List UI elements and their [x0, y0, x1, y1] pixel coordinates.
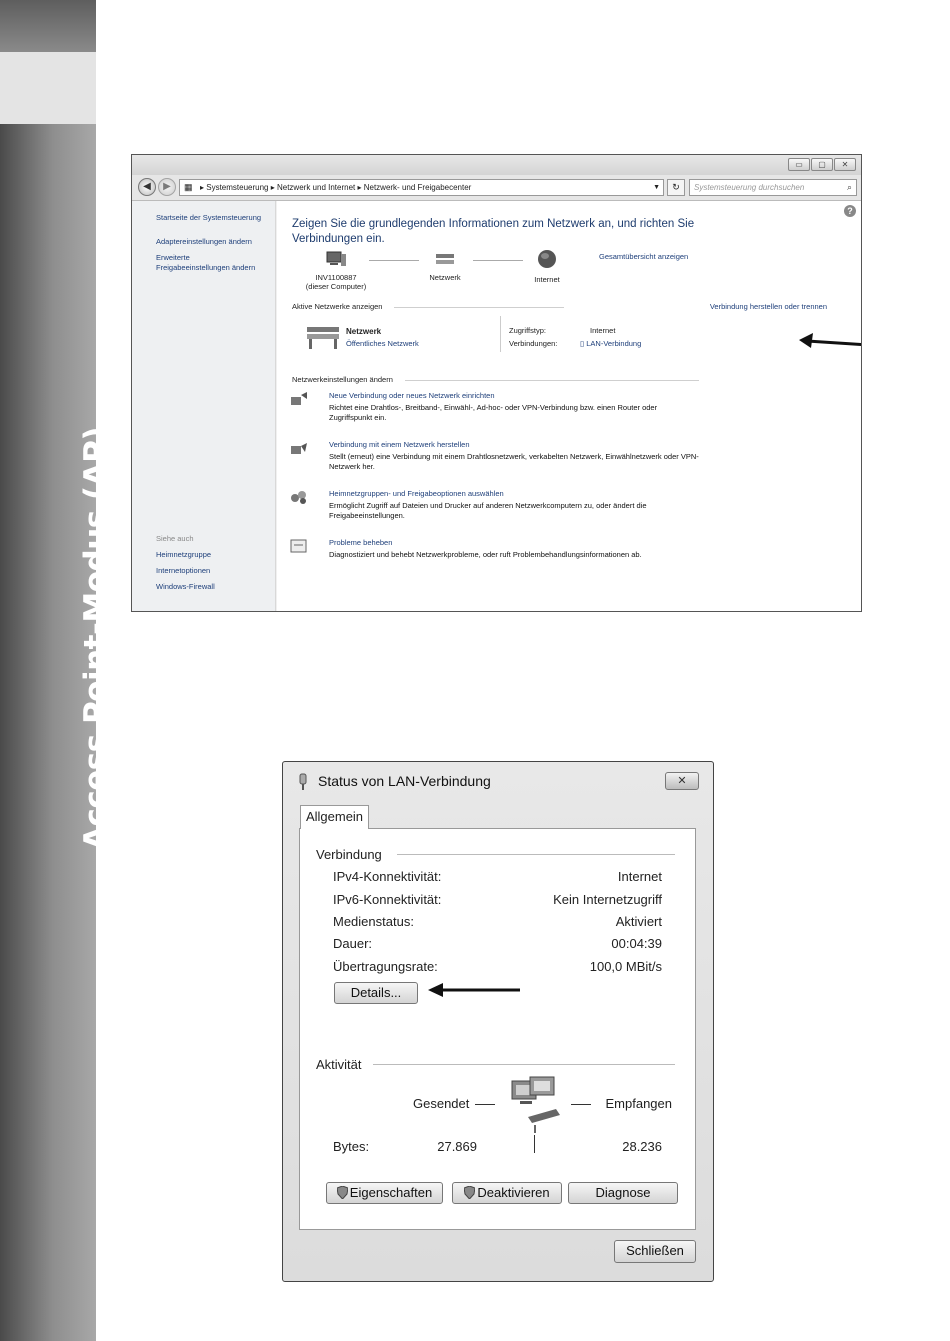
refresh-icon[interactable]: ↻ — [667, 179, 685, 196]
computer-icon — [325, 251, 347, 267]
shield-icon — [337, 1186, 348, 1199]
divider — [571, 1104, 591, 1105]
map-node-network[interactable] — [405, 251, 485, 282]
control-panel-icon: ▦ — [184, 182, 193, 192]
help-icon[interactable]: ? — [844, 205, 856, 217]
sidebar-link-adapter[interactable]: Adaptereinstellungen ändern — [156, 237, 252, 246]
divider — [500, 316, 501, 352]
minimize-icon[interactable]: ▭ — [788, 158, 810, 171]
active-networks-label: Aktive Netzwerke anzeigen — [292, 302, 383, 311]
overview-link[interactable]: Gesamtübersicht anzeigen — [599, 252, 689, 261]
main-content — [277, 201, 861, 611]
task-link[interactable]: Probleme beheben — [329, 538, 393, 547]
sidebar-link-advanced[interactable]: Erweiterte — [156, 253, 190, 262]
address-bar[interactable]: ▦ ▸ Systemsteuerung ▸ Netzwerk und Internet ▸ Netzwerk- und Freigabecenter ▼ — [179, 179, 664, 196]
duration-label: Dauer: — [333, 936, 373, 951]
divider — [397, 854, 675, 855]
shield-icon — [464, 1186, 475, 1199]
network-name: Netzwerk — [346, 327, 382, 336]
divider — [373, 1064, 675, 1065]
properties-label: Eigenschaften — [349, 1185, 433, 1200]
divider — [405, 380, 699, 381]
bytes-sent-value: 27.869 — [437, 1139, 477, 1154]
task-description: Diagnostiziert und behebt Netzwerkprobleme, oder ruft Problembehandlungsinformationen ab. — [329, 550, 642, 559]
ipv6-value: Kein Internetzugriff — [553, 892, 662, 907]
side-tab-marker — [0, 0, 96, 52]
task-description: Ermöglicht Zugriff auf Dateien und Drucker auf anderen Netzwerkcomputern zu, oder ändert die Freigabeeinstellungen. — [329, 501, 647, 520]
disable-button[interactable] — [452, 1182, 562, 1204]
task-connect-network — [290, 440, 710, 476]
new-connection-icon — [290, 391, 308, 407]
bytes-received-value: 28.236 — [622, 1139, 662, 1154]
ipv4-value: Internet — [617, 869, 662, 884]
connections-label: Verbindungen: — [509, 339, 558, 348]
breadcrumb-item[interactable]: Netzwerk- und Freigabecenter — [363, 183, 472, 192]
lan-connection-label: LAN-Verbindung — [586, 339, 642, 348]
window-titlebar — [132, 155, 861, 175]
side-tab-highlight — [0, 52, 96, 124]
network-icon — [434, 251, 456, 267]
arrow-pointer — [426, 979, 522, 1001]
lan-connection-link[interactable] — [580, 339, 641, 348]
task-new-connection — [290, 391, 710, 427]
network-center-window — [131, 154, 862, 612]
media-status-label: Medienstatus: — [333, 914, 414, 929]
details-button[interactable]: Details... — [334, 982, 418, 1004]
connect-disconnect-link[interactable]: Verbindung herstellen oder trennen — [709, 302, 827, 311]
section-title: Access Point-Modus (AP) — [78, 426, 114, 850]
diagnose-button[interactable]: Diagnose — [568, 1182, 678, 1204]
task-link[interactable]: Heimnetzgruppen- und Freigabeoptionen auswählen — [329, 489, 504, 498]
network-computers-icon — [508, 1075, 566, 1135]
arrow-pointer — [797, 329, 862, 353]
connection-group-label: Verbindung — [316, 847, 382, 862]
forward-icon[interactable]: ▶ — [158, 178, 176, 196]
network-type-link[interactable]: Öffentliches Netzwerk — [346, 339, 419, 348]
close-icon[interactable]: ✕ — [665, 772, 699, 790]
computer-subtitle: (dieser Computer) — [305, 282, 367, 291]
divider — [394, 307, 564, 308]
ipv6-label: IPv6-Konnektivität: — [333, 892, 442, 907]
task-homegroup — [290, 489, 710, 525]
properties-button[interactable] — [326, 1182, 443, 1204]
network-label: Netzwerk — [429, 273, 461, 282]
media-status-value: Aktiviert — [615, 914, 662, 929]
divider — [534, 1135, 535, 1153]
access-type-label: Zugriffstyp: — [509, 326, 546, 335]
search-icon[interactable]: ⌕ — [846, 182, 852, 192]
breadcrumb-item[interactable]: Systemsteuerung — [206, 183, 269, 192]
chevron-down-icon[interactable]: ▼ — [653, 184, 660, 191]
back-icon[interactable]: ◀ — [138, 178, 156, 196]
search-input[interactable] — [689, 179, 857, 196]
map-node-internet[interactable] — [507, 249, 587, 284]
maximize-icon[interactable]: ▢ — [811, 158, 833, 171]
homegroup-icon — [290, 489, 308, 505]
sidebar-link-sharing[interactable]: Freigabeeinstellungen ändern — [156, 263, 256, 272]
sidebar-link-home[interactable]: Startseite der Systemsteuerung — [156, 213, 262, 222]
task-troubleshoot — [290, 538, 710, 564]
received-label: Empfangen — [605, 1096, 672, 1111]
lan-status-dialog — [282, 761, 714, 1282]
settings-label: Netzwerkeinstellungen ändern — [292, 375, 393, 384]
ipv4-label: IPv4-Konnektivität: — [333, 869, 442, 884]
dialog-title: Status von LAN-Verbindung — [318, 773, 491, 789]
sidebar-link-firewall[interactable]: Windows-Firewall — [156, 582, 215, 591]
page-title: Zeigen Sie die grundlegenden Informationen zum Netzwerk an, und richten Sie Verbindungen ein. — [292, 218, 695, 245]
tab-general[interactable]: Allgemein — [300, 805, 369, 829]
disable-label: Deaktivieren — [477, 1185, 550, 1200]
duration-value: 00:04:39 — [611, 936, 662, 951]
sidebar-link-homegroup[interactable]: Heimnetzgruppe — [156, 550, 212, 559]
map-node-computer — [296, 251, 376, 291]
computer-name: INV1100887 — [315, 273, 357, 282]
lan-plug-icon: ▯ — [580, 339, 585, 348]
connect-network-icon — [290, 440, 308, 456]
bytes-label: Bytes: — [333, 1139, 370, 1154]
sent-label: Gesendet — [413, 1096, 470, 1111]
internet-label: Internet — [534, 275, 560, 284]
network-plug-icon — [298, 773, 308, 791]
troubleshoot-icon — [290, 538, 308, 554]
breadcrumb-item[interactable]: Netzwerk und Internet — [276, 183, 356, 192]
sidebar — [132, 201, 276, 611]
address-toolbar — [132, 175, 861, 201]
divider — [475, 1104, 495, 1105]
task-link[interactable]: Neue Verbindung oder neues Netzwerk einrichten — [329, 391, 495, 400]
speed-label: Übertragungsrate: — [333, 959, 438, 974]
task-description: Stellt (erneut) eine Verbindung mit einem Drahtlosnetzwerk, verkabelten Netzwerk, Einwählnetzwerk oder VPN-Netzwerk her. — [329, 452, 699, 471]
close-icon[interactable]: ✕ — [834, 158, 856, 171]
task-link[interactable]: Verbindung mit einem Netzwerk herstellen — [329, 440, 470, 449]
task-description: Richtet eine Drahtlos-, Breitband-, Einwähl-, Ad-hoc- oder VPN-Verbindung bzw. einen Router oder Zugriffspunkt ein. — [329, 403, 658, 422]
access-type-value: Internet — [590, 326, 616, 335]
globe-icon — [536, 249, 558, 269]
general-panel — [299, 828, 696, 1230]
search-placeholder: Systemsteuerung durchsuchen — [694, 183, 805, 192]
sidebar-link-internet-options[interactable]: Internetoptionen — [156, 566, 211, 575]
close-button[interactable]: Schließen — [614, 1240, 696, 1263]
activity-group-label: Aktivität — [316, 1057, 362, 1072]
bench-icon — [305, 323, 341, 351]
speed-value: 100,0 MBit/s — [589, 959, 662, 974]
see-also-label: Siehe auch — [156, 534, 194, 543]
